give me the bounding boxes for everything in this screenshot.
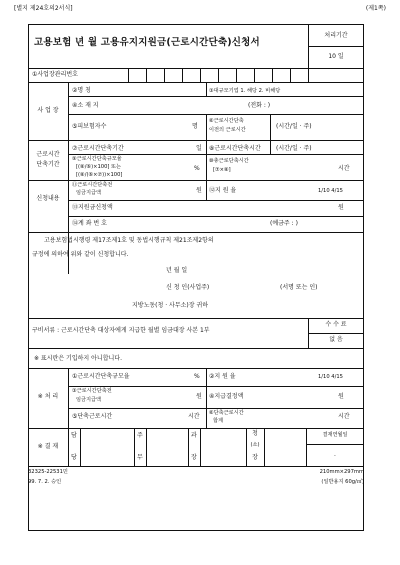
approval-col-1-bottom: 당 [71, 454, 77, 461]
scale-unit: % [194, 165, 200, 172]
mgmt-no-label: ①사업장관리번호 [32, 71, 78, 78]
required-documents: 구비서류 : 근로시간단축 대상자에게 지급한 월별 임금대장 사본 1부 [32, 327, 210, 334]
phone-label: (전화 : ) [248, 102, 271, 109]
approval-col-3-top: 과 [191, 432, 197, 439]
unit-hours-label: ⑤단축근로시간 [72, 413, 113, 420]
recipient-label: 지방노동(청 · 사무소)장 귀하 [132, 302, 209, 309]
wage-unit: 원 [196, 187, 202, 194]
approval-date-value: . [334, 451, 336, 458]
footer-code: 32325-22531민 [28, 469, 68, 475]
footer-paper: (일반용지 60g/㎡) [321, 479, 364, 485]
note-text: ※ 표시란은 기입하지 아니합니다. [34, 355, 123, 362]
unit-hours-unit: 시간 [188, 413, 200, 420]
processing-period-value: 10 일 [328, 53, 344, 60]
approval-col-1-top: 담 [71, 432, 77, 439]
applicant-label: 신 청 인(사업주) [166, 284, 210, 291]
total-unit-hours-unit: 시간 [338, 413, 350, 420]
decided-amount-unit: 원 [338, 393, 344, 400]
total-unit-hours-label-2: 합계 [213, 418, 224, 424]
workplace-group-label: 사 업 장 [37, 107, 59, 114]
scale-label-3: [(⑧/(⑥×⑦))×100] [76, 172, 123, 178]
support-rate-label: ⑫지 원 율 [209, 187, 237, 194]
proc-scale-unit: % [194, 373, 200, 380]
declaration-date: 년 월 일 [166, 267, 188, 274]
fee-value: 없 음 [329, 336, 343, 343]
support-rate-fraction: 1/10 4/15 [318, 188, 343, 194]
address-label: ④소 재 지 [72, 102, 99, 109]
total-hours-label-1: ⑩총근로단축시간 [209, 158, 249, 164]
scale-label-2: [(⑧/⑥)×100] 또는 [76, 164, 122, 170]
form-number: [별지 제24호의2서식] [14, 5, 73, 12]
approval-col-4-middle: (소) [250, 442, 260, 448]
insured-count-unit: 명 [192, 123, 198, 130]
form-title: 고용보험 년 월 고용유지지원금(근로시간단축)신청서 [34, 37, 260, 48]
amount-unit: 원 [338, 204, 344, 211]
scale-label-1: ⑨근로시간단축규모율 [72, 156, 122, 162]
period-label: ⑦근로시간단축기간 [72, 145, 124, 152]
prev-hours-unit: (시간/일 · 주) [276, 123, 312, 130]
signature-label: (서명 또는 인) [280, 284, 318, 291]
page-label: (제1쪽) [365, 5, 386, 12]
processing-group-label: ※ 처 리 [37, 393, 59, 400]
declaration-line-2: 규정에 의하여 위와 같이 신청합니다. [32, 251, 129, 258]
approval-col-4-top: 청 [252, 430, 258, 437]
approval-col-2-top: 주 [137, 432, 143, 439]
fee-label: 수 수 료 [325, 321, 347, 328]
wage-label-2: 임금지급액 [76, 190, 102, 196]
prev-hours-label-2: 이전의 근로시간 [209, 127, 246, 133]
footer-approved: 99. 7. 2. 승인 [28, 479, 62, 485]
hours-unit: (시간/일 · 주) [276, 145, 312, 152]
workplace-name-label: ②명 칭 [72, 87, 91, 94]
reduction-group-label-1: 근로시간 [36, 151, 60, 158]
proc-wage-label-1: ③근로시간단축전 [72, 388, 112, 394]
processing-period-label: 처리기간 [324, 32, 348, 39]
approval-col-4-bottom: 장 [252, 454, 258, 461]
large-company-label: ③대규모기업 1. 해당 2. 비해당 [209, 88, 281, 94]
period-unit: 일 [196, 145, 202, 152]
footer-size: 210mm×297mm [319, 469, 364, 475]
proc-support-label: ②지 원 율 [209, 373, 236, 380]
proc-scale-label: ①근로시간단축규모율 [72, 373, 130, 380]
total-hours-unit: 시간 [338, 165, 350, 172]
decided-amount-label: ④지급결정액 [209, 393, 244, 400]
hours-label: ⑧근로시간단축시간 [209, 145, 261, 152]
insured-count-label: ⑤피보험자수 [72, 123, 107, 130]
prev-hours-label-1: ⑥근로시간단축 [209, 118, 244, 124]
application-group-label: 신청내용 [36, 195, 60, 202]
reduction-group-label-2: 단축기간 [36, 161, 60, 168]
declaration-line-1: 고용보험법시행령 제17조제1호 및 동법시행규칙 제21조제2항의 [44, 237, 214, 244]
approval-col-2-bottom: 무 [137, 454, 143, 461]
approval-col-3-bottom: 장 [191, 454, 197, 461]
total-unit-hours-label-1: ⑥단축근로시간 [209, 410, 244, 416]
wage-label-1: ⑪근로시간단축전 [72, 182, 113, 188]
approval-label: ※ 결 재 [37, 443, 59, 450]
proc-support-fraction: 1/10 4/15 [318, 374, 343, 380]
amount-label: ⑬지원금신청액 [72, 204, 113, 211]
proc-wage-label-2: 임금지급액 [76, 397, 102, 403]
account-label: ⑭계 좌 번 호 [72, 220, 107, 227]
proc-wage-unit: 원 [196, 393, 202, 400]
total-hours-label-2: [⑦×⑧] [213, 167, 231, 173]
account-holder-label: (예금주 : ) [270, 220, 298, 227]
approval-date-label: 결재연월일 [322, 432, 348, 438]
